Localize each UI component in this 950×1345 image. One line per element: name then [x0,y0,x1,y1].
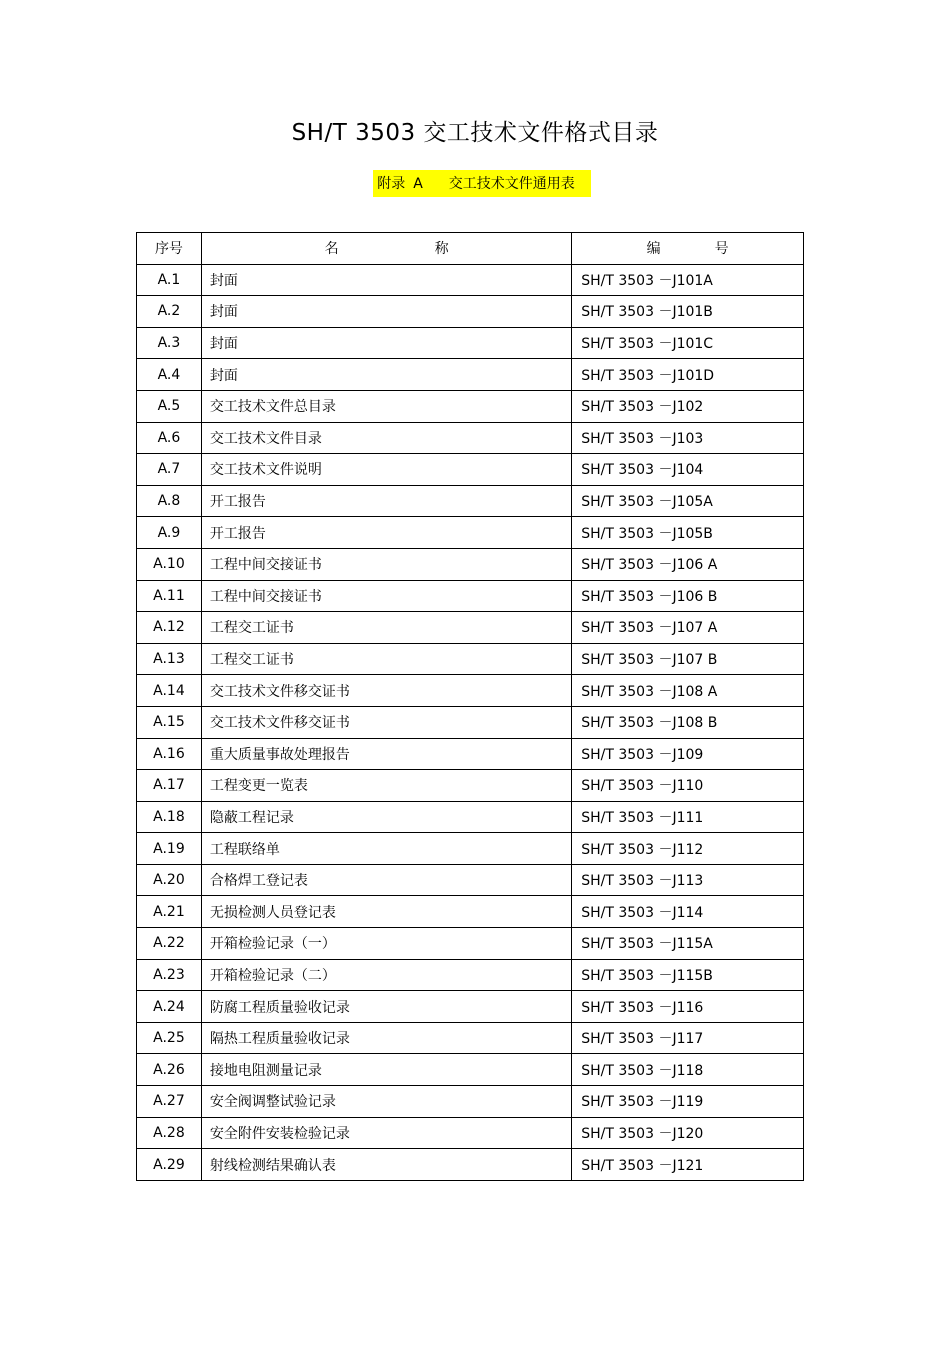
table-body [137,264,804,1180]
row-name-cell: 隔热工程质量验收记录 [201,1022,571,1054]
row-name-cell: 交工技术文件说明 [201,454,571,486]
row-code-cell: SH/T 3503 －J115B [572,959,804,991]
page-title: SH/T 3503 交工技术文件格式目录 [291,120,659,146]
row-code-cell: SH/T 3503 －J118 [572,1054,804,1086]
row-name-cell: 工程交工证书 [201,612,571,644]
row-code-cell: SH/T 3503 －J105A [572,485,804,517]
table-row [137,928,804,960]
table-row [137,327,804,359]
table-row [137,485,804,517]
table-row [137,864,804,896]
row-name-cell: 工程变更一览表 [201,770,571,802]
row-name-cell: 开工报告 [201,485,571,517]
table-row [137,738,804,770]
row-index-cell: A.3 [137,327,202,359]
format-catalog-table [136,232,804,1181]
table-row [137,959,804,991]
row-index-cell: A.6 [137,422,202,454]
row-index-cell: A.7 [137,454,202,486]
table-row [137,896,804,928]
row-name-cell: 开箱检验记录（二） [201,959,571,991]
row-index-cell: A.29 [137,1149,202,1181]
row-code-cell: SH/T 3503 －J108 B [572,706,804,738]
table-row [137,422,804,454]
row-name-cell: 封面 [201,359,571,391]
row-code-cell: SH/T 3503 －J107 B [572,643,804,675]
row-index-cell: A.10 [137,548,202,580]
row-index-cell: A.11 [137,580,202,612]
header-name-part-2: 称 [434,241,449,258]
header-index: 序号 [137,233,202,265]
row-name-cell: 工程交工证书 [201,643,571,675]
row-index-cell: A.5 [137,390,202,422]
row-index-cell: A.14 [137,675,202,707]
row-index-cell: A.2 [137,296,202,328]
row-name-cell: 开工报告 [201,517,571,549]
row-code-cell: SH/T 3503 －J108 A [572,675,804,707]
row-index-cell: A.23 [137,959,202,991]
row-name-cell: 无损检测人员登记表 [201,896,571,928]
table-row [137,390,804,422]
row-code-cell: SH/T 3503 －J111 [572,801,804,833]
row-index-cell: A.18 [137,801,202,833]
row-name-cell: 接地电阻测量记录 [201,1054,571,1086]
row-name-cell: 工程中间交接证书 [201,548,571,580]
row-name-cell: 安全阀调整试验记录 [201,1086,571,1118]
table-row [137,296,804,328]
table-row [137,1117,804,1149]
row-name-cell: 交工技术文件总目录 [201,390,571,422]
row-name-cell: 封面 [201,296,571,328]
row-code-cell: SH/T 3503 －J116 [572,991,804,1023]
row-index-cell: A.25 [137,1022,202,1054]
row-code-cell: SH/T 3503 －J114 [572,896,804,928]
row-code-cell: SH/T 3503 －J101A [572,264,804,296]
row-name-cell: 交工技术文件目录 [201,422,571,454]
table-row [137,454,804,486]
header-code [572,233,804,265]
row-name-cell: 开箱检验记录（一） [201,928,571,960]
row-index-cell: A.19 [137,833,202,865]
header-code-part-2: 号 [714,241,729,258]
table-row [137,1022,804,1054]
appendix-prefix: 附录 [377,176,406,192]
table-row [137,1149,804,1181]
table-row [137,1086,804,1118]
header-name [201,233,571,265]
row-name-cell: 射线检测结果确认表 [201,1149,571,1181]
row-index-cell: A.8 [137,485,202,517]
row-code-cell: SH/T 3503 －J101B [572,296,804,328]
table-row [137,706,804,738]
row-code-cell: SH/T 3503 －J104 [572,454,804,486]
table-row [137,991,804,1023]
appendix-subtitle [373,170,591,197]
row-code-cell: SH/T 3503 －J112 [572,833,804,865]
row-code-cell: SH/T 3503 －J115A [572,928,804,960]
row-code-cell: SH/T 3503 －J119 [572,1086,804,1118]
row-code-cell: SH/T 3503 －J102 [572,390,804,422]
row-code-cell: SH/T 3503 －J120 [572,1117,804,1149]
row-index-cell: A.16 [137,738,202,770]
row-name-cell: 封面 [201,264,571,296]
row-name-cell: 交工技术文件移交证书 [201,706,571,738]
table-row [137,833,804,865]
row-index-cell: A.27 [137,1086,202,1118]
row-index-cell: A.17 [137,770,202,802]
table-header-row [137,233,804,265]
row-code-cell: SH/T 3503 －J106 B [572,580,804,612]
row-index-cell: A.28 [137,1117,202,1149]
row-index-cell: A.20 [137,864,202,896]
table-row [137,1054,804,1086]
row-code-cell: SH/T 3503 －J109 [572,738,804,770]
row-index-cell: A.13 [137,643,202,675]
table-row [137,517,804,549]
row-name-cell: 交工技术文件移交证书 [201,675,571,707]
row-name-cell: 隐蔽工程记录 [201,801,571,833]
table-row [137,801,804,833]
table-row [137,643,804,675]
header-name-part-1: 名 [324,241,339,258]
row-code-cell: SH/T 3503 －J117 [572,1022,804,1054]
appendix-title: 交工技术文件通用表 [448,176,575,192]
row-index-cell: A.22 [137,928,202,960]
subtitle-wrap [0,170,950,197]
row-name-cell: 工程中间交接证书 [201,580,571,612]
row-code-cell: SH/T 3503 －J121 [572,1149,804,1181]
row-code-cell: SH/T 3503 －J106 A [572,548,804,580]
row-code-cell: SH/T 3503 －J107 A [572,612,804,644]
row-code-cell: SH/T 3503 －J101C [572,327,804,359]
row-code-cell: SH/T 3503 －J113 [572,864,804,896]
row-index-cell: A.4 [137,359,202,391]
row-index-cell: A.1 [137,264,202,296]
table-row [137,612,804,644]
table-row [137,580,804,612]
row-index-cell: A.15 [137,706,202,738]
row-code-cell: SH/T 3503 －J103 [572,422,804,454]
table-row [137,770,804,802]
header-code-part-1: 编 [646,241,661,258]
appendix-letter: A [413,176,423,192]
row-name-cell: 合格焊工登记表 [201,864,571,896]
row-index-cell: A.12 [137,612,202,644]
row-code-cell: SH/T 3503 －J101D [572,359,804,391]
table-row [137,359,804,391]
table-row [137,675,804,707]
row-index-cell: A.26 [137,1054,202,1086]
table-row [137,264,804,296]
row-index-cell: A.24 [137,991,202,1023]
row-name-cell: 防腐工程质量验收记录 [201,991,571,1023]
row-code-cell: SH/T 3503 －J105B [572,517,804,549]
row-code-cell: SH/T 3503 －J110 [572,770,804,802]
row-index-cell: A.21 [137,896,202,928]
row-index-cell: A.9 [137,517,202,549]
row-name-cell: 工程联络单 [201,833,571,865]
row-name-cell: 重大质量事故处理报告 [201,738,571,770]
row-name-cell: 封面 [201,327,571,359]
table-row [137,548,804,580]
row-name-cell: 安全附件安装检验记录 [201,1117,571,1149]
